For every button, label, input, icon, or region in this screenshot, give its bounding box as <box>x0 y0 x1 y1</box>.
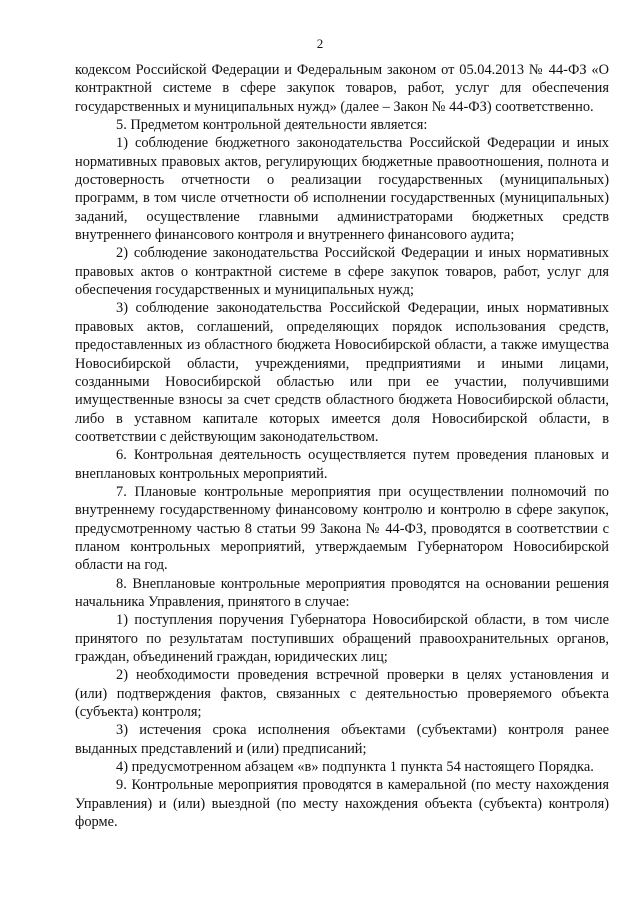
document-body <box>75 61 609 831</box>
paragraph-item-5-2: 2) соблюдение законодательства Российской Федерации и иных нормативных правовых актов о контрактной системе в сфере закупок товаров, работ, услуг для обеспечения государственных и муниципальных нужд; <box>75 245 609 299</box>
paragraph-section-5: 5. Предметом контрольной деятельности является: <box>116 117 428 134</box>
page-number: 2 <box>316 36 324 51</box>
paragraph-item-5-1: 1) соблюдение бюджетного законодательства Российской Федерации и иных нормативных правовых актов, регулирующих бюджетные правоотношения, полнота и достоверность отчетности о реализации государственных (муниципальных) программ, в том числе отчетности об исполнении государственных (муниципальных) заданий, осуществление главными администраторами бюджетных средств внутреннего финансового контроля и внутреннего финансового аудита; <box>75 135 609 244</box>
paragraph-continuation: кодексом Российской Федерации и Федеральным законом от 05.04.2013 № 44-ФЗ «О контрактной системе в сфере закупок товаров, работ, услуг для обеспечения государственных и муниципальных нужд» (далее – Закон № 44-ФЗ) соответственно. <box>75 62 609 115</box>
paragraph-section-9: 9. Контрольные мероприятия проводятся в камеральной (по месту нахождения Управления) и (или) выездной (по месту нахождения объекта (субъекта) контроля) форме. <box>75 777 609 831</box>
paragraph-section-7: 7. Плановые контрольные мероприятия при осуществлении полномочий по внутреннему государственному финансовому контролю и контролю в сфере закупок, предусмотренному частью 8 статьи 99 Закона № 44-ФЗ, проводятся в соответствии с планом контрольных мероприятий, утверждаемым Губернатором Новосибирской области на год. <box>75 483 609 574</box>
paragraph-section-6: 6. Контрольная деятельность осуществляется путем проведения плановых и внеплановых контрольных мероприятий. <box>75 447 609 482</box>
paragraph-section-8: 8. Внеплановые контрольные мероприятия проводятся на основании решения начальника Управления, принятого в случае: <box>75 575 609 610</box>
paragraph-item-5-3: 3) соблюдение законодательства Российской Федерации, иных нормативных правовых актов, соглашений, определяющих порядок использования средств, предоставленных из областного бюджета Новосибирской области, а также имущества Новосибирской области, учреждениями, предприятиями и иными лицами, созданными Новосибирской областью или при ее участии, получившими имущественные взносы за счет средств областного бюджета Новосибирской области, либо в уставном капитале которых имеется доля Новосибирской области, в соответствии с действующим законодательством. <box>75 300 609 445</box>
paragraph-item-8-4: 4) предусмотренном абзацем «в» подпункта 1 пункта 54 настоящего Порядка. <box>116 759 594 776</box>
paragraph-item-8-3: 3) истечения срока исполнения объектами (субъектами) контроля ранее выданных представлений и (или) предписаний; <box>75 722 609 757</box>
paragraph-item-8-1: 1) поступления поручения Губернатора Новосибирской области, в том числе принятого по результатам поступивших обращений правоохранительных органов, граждан, объединений граждан, юридических лиц; <box>75 612 609 665</box>
paragraph-item-8-2: 2) необходимости проведения встречной проверки в целях установления и (или) подтверждения фактов, связанных с деятельностью проверяемого объекта (субъекта) контроля; <box>75 667 609 721</box>
